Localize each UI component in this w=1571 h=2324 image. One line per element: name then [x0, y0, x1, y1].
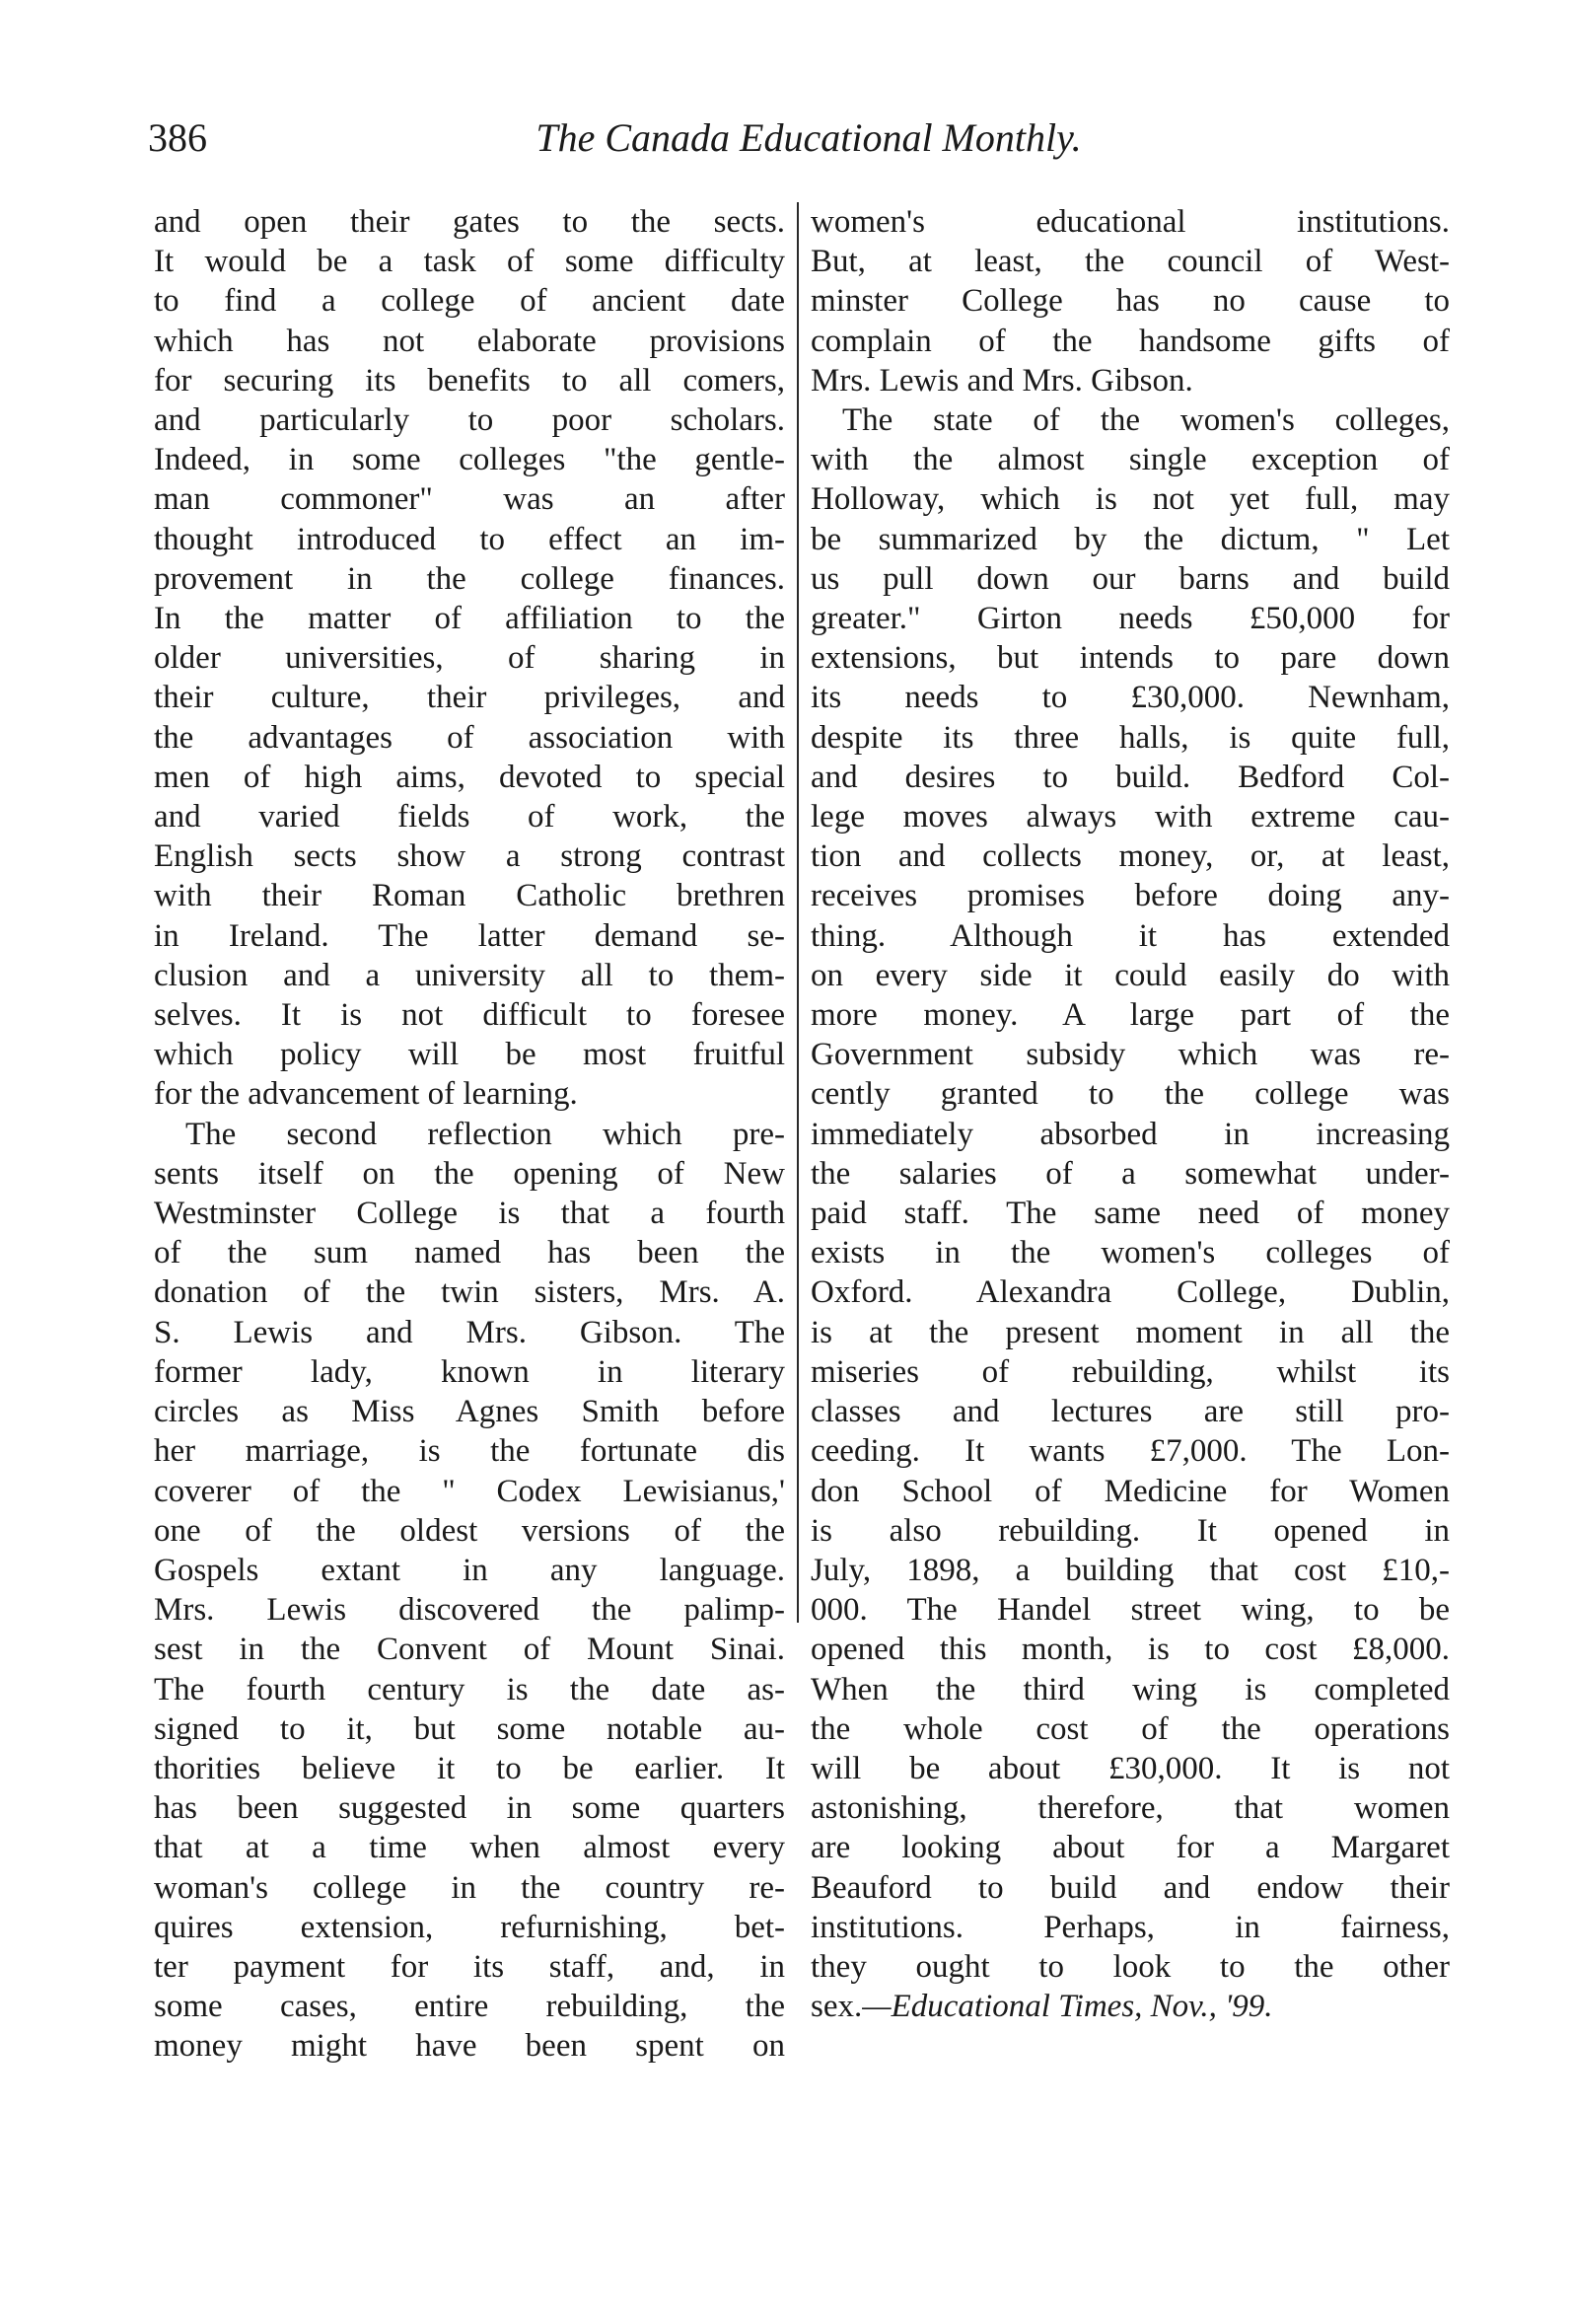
text-line: sents itself on the opening of New — [154, 1155, 785, 1192]
source-citation: —Educational Times, Nov., '99. — [862, 1989, 1273, 2025]
text-line: on every side it could easily do with — [811, 957, 1450, 993]
page-number: 386 — [148, 115, 207, 160]
text-line: exists in the women's colleges of — [811, 1235, 1450, 1271]
text-line: women's educational institutions. — [811, 204, 1450, 240]
text-line: man commoner" was an after — [154, 481, 785, 518]
text-line: with the almost single exception of — [811, 442, 1450, 478]
text-line: Holloway, which is not yet full, may — [811, 481, 1450, 518]
text-line: and varied fields of work, the — [154, 799, 785, 835]
text-line: which policy will be most fruitful — [154, 1037, 785, 1073]
text-line: 000. The Handel street wing, to be — [811, 1592, 1450, 1629]
text-line: Beauford to build and endow their — [811, 1869, 1450, 1906]
text-line: The fourth century is the date as- — [154, 1671, 785, 1707]
text-line: July, 1898, a building that cost £10,- — [811, 1552, 1450, 1588]
text-line: thorities believe it to be earlier. It — [154, 1750, 785, 1786]
text-line: Mrs. Lewis discovered the palimp- — [154, 1592, 785, 1629]
left-column — [154, 202, 785, 2067]
text-line: S. Lewis and Mrs. Gibson. The — [154, 1314, 785, 1350]
text-line: us pull down our barns and build — [811, 560, 1450, 597]
text-line: institutions. Perhaps, in fairness, — [811, 1909, 1450, 1945]
text-line: be summarized by the dictum, " Let — [811, 521, 1450, 557]
text-line: Gospels extant in any language. — [154, 1552, 785, 1588]
text-line: has been suggested in some quarters — [154, 1790, 785, 1827]
text-line: ter payment for its staff, and, in — [154, 1948, 785, 1985]
text-line: is at the present moment in all the — [811, 1314, 1450, 1350]
text-line: money might have been spent on — [154, 2028, 785, 2065]
text-line: her marriage, is the fortunate dis — [154, 1433, 785, 1470]
text-line: that at a time when almost every — [154, 1830, 785, 1866]
text-line: will be about £30,000. It is not — [811, 1750, 1450, 1786]
text-line: provement in the college finances. — [154, 560, 785, 597]
text-line: Westminster College is that a fourth — [154, 1196, 785, 1232]
text-line: former lady, known in literary — [154, 1353, 785, 1390]
text-line: Oxford. Alexandra College, Dublin, — [811, 1274, 1450, 1311]
text-line: older universities, of sharing in — [154, 640, 785, 677]
text-line: one of the oldest versions of the — [154, 1512, 785, 1549]
text-line: to find a college of ancient date — [154, 283, 785, 320]
text-line: woman's college in the country re- — [154, 1869, 785, 1906]
text-line: paid staff. The same need of money — [811, 1196, 1450, 1232]
text-line: and particularly to poor scholars. — [154, 402, 785, 439]
text-line: Indeed, in some colleges "the gentle- — [154, 442, 785, 478]
text-line: immediately absorbed in increasing — [811, 1116, 1450, 1152]
text-line: classes and lectures are still pro- — [811, 1394, 1450, 1430]
text-line: in Ireland. The latter demand se- — [154, 917, 785, 954]
text-line: some cases, entire rebuilding, the — [154, 1989, 785, 2025]
text-line: Government subsidy which was re- — [811, 1037, 1450, 1073]
text-line: its needs to £30,000. Newnham, — [811, 680, 1450, 716]
text-line: thought introduced to effect an im- — [154, 521, 785, 557]
running-title: The Canada Educational Monthly. — [536, 115, 1082, 160]
text-line: more money. A large part of the — [811, 997, 1450, 1034]
text-line — [811, 1987, 1450, 2026]
text-line: despite its three halls, is quite full, — [811, 719, 1450, 756]
text-line: Mrs. Lewis and Mrs. Gibson. — [811, 362, 1193, 399]
text-line: of the sum named has been the — [154, 1235, 785, 1271]
text-line: the salaries of a somewhat under- — [811, 1155, 1450, 1192]
text-line: But, at least, the council of West- — [811, 244, 1450, 280]
text-line: tion and collects money, or, at least, — [811, 838, 1450, 875]
text-line: English sects show a strong contrast — [154, 838, 785, 875]
text-line: they ought to look to the other — [811, 1948, 1450, 1985]
text-line: minster College has no cause to — [811, 283, 1450, 320]
text-line: the whole cost of the operations — [811, 1710, 1450, 1747]
right-column — [811, 202, 1450, 2026]
text-line: for the advancement of learning. — [154, 1076, 578, 1113]
text-line: clusion and a university all to them- — [154, 957, 785, 993]
text-line: for securing its benefits to all comers, — [154, 362, 785, 399]
text-line: quires extension, refurnishing, bet- — [154, 1909, 785, 1945]
page-header — [148, 109, 1469, 168]
text-line: are looking about for a Margaret — [811, 1830, 1450, 1866]
text-line: receives promises before doing any- — [811, 878, 1450, 914]
text-line: with their Roman Catholic brethren — [154, 878, 785, 914]
text-line: opened this month, is to cost £8,000. — [811, 1632, 1450, 1668]
text-line: miseries of rebuilding, whilst its — [811, 1353, 1450, 1390]
text-line: complain of the handsome gifts of — [811, 323, 1450, 359]
text-line: and desires to build. Bedford Col- — [811, 759, 1450, 795]
text-line: coverer of the " Codex Lewisianus,' — [154, 1473, 785, 1509]
text-line: is also rebuilding. It opened in — [811, 1512, 1450, 1549]
final-line-text: sex. — [811, 1989, 863, 2025]
text-line: ceeding. It wants £7,000. The Lon- — [811, 1433, 1450, 1470]
text-line: In the matter of affiliation to the — [154, 601, 785, 637]
text-line: and open their gates to the sects. — [154, 204, 785, 240]
text-line: The state of the women's colleges, — [842, 402, 1450, 439]
text-line: The second reflection which pre- — [185, 1116, 785, 1152]
text-line: men of high aims, devoted to special — [154, 759, 785, 795]
text-line: signed to it, but some notable au- — [154, 1710, 785, 1747]
text-line: circles as Miss Agnes Smith before — [154, 1394, 785, 1430]
text-line: lege moves always with extreme cau- — [811, 799, 1450, 835]
text-line: which has not elaborate provisions — [154, 323, 785, 359]
text-line: It would be a task of some difficulty — [154, 244, 785, 280]
text-line: greater." Girton needs £50,000 for — [811, 601, 1450, 637]
text-line: their culture, their privileges, and — [154, 680, 785, 716]
text-line: sest in the Convent of Mount Sinai. — [154, 1632, 785, 1668]
text-line: thing. Although it has extended — [811, 917, 1450, 954]
text-line: When the third wing is completed — [811, 1671, 1450, 1707]
text-line: the advantages of association with — [154, 719, 785, 756]
text-line: cently granted to the college was — [811, 1076, 1450, 1113]
column-divider — [797, 202, 799, 1623]
text-line: donation of the twin sisters, Mrs. A. — [154, 1274, 785, 1311]
text-line: extensions, but intends to pare down — [811, 640, 1450, 677]
text-line: don School of Medicine for Women — [811, 1473, 1450, 1509]
text-line: selves. It is not difficult to foresee — [154, 997, 785, 1034]
text-line: astonishing, therefore, that women — [811, 1790, 1450, 1827]
